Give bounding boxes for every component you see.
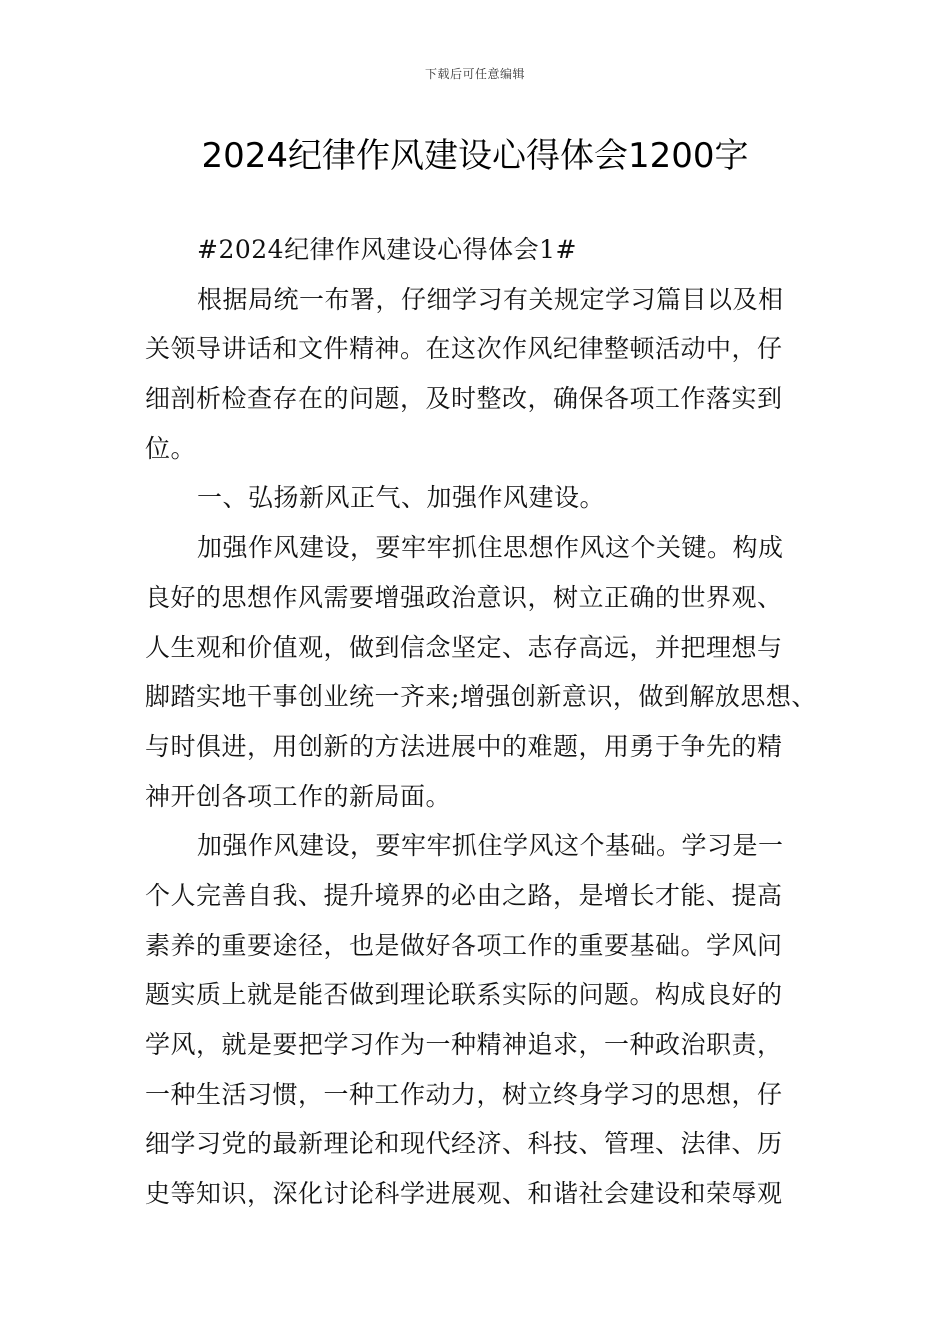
text-line: 神开创各项工作的新局面。 bbox=[145, 781, 452, 811]
text-line: 加强作风建设，要牢牢抓住思想作风这个关键。构成 bbox=[197, 533, 784, 563]
text-line: 细学习党的最新理论和现代经济、科技、管理、法律、历 bbox=[145, 1129, 783, 1159]
download-note: 下载后可任意编辑 bbox=[424, 67, 525, 81]
text-line: 细剖析检查存在的问题，及时整改，确保各项工作落实到 bbox=[145, 384, 783, 414]
text-line: 脚踏实地干事创业统一齐来;增强创新意识，做到解放思想、 bbox=[145, 682, 817, 712]
text-line: 位。 bbox=[145, 433, 197, 463]
text-line: 一种生活习惯，一种工作动力，树立终身学习的思想，仔 bbox=[145, 1079, 783, 1109]
document-title: 2024纪律作风建设心得体会1200字 bbox=[201, 136, 749, 176]
text-line: 一、弘扬新风正气、加强作风建设。 bbox=[197, 483, 606, 513]
text-line: 良好的思想作风需要增强政治意识，树立正确的世界观、 bbox=[145, 582, 783, 612]
text-line: 史等知识，深化讨论科学进展观、和谐社会建设和荣辱观 bbox=[145, 1179, 783, 1209]
text-line: 个人完善自我、提升境界的必由之路，是增长才能、提高 bbox=[145, 880, 783, 910]
text-line: 题实质上就是能否做到理论联系实际的问题。构成良好的 bbox=[145, 980, 783, 1010]
text-line: 根据局统一布署，仔细学习有关规定学习篇目以及相 bbox=[197, 284, 784, 314]
text-line: 人生观和价值观，做到信念坚定、志存高远，并把理想与 bbox=[145, 632, 783, 662]
text-line: 与时俱进，用创新的方法进展中的难题，用勇于争先的精 bbox=[145, 731, 783, 761]
text-line: 学风，就是要把学习作为一种精神追求，一种政治职责， bbox=[145, 1030, 783, 1059]
text-line: 素养的重要途径，也是做好各项工作的重要基础。学风问 bbox=[145, 930, 783, 960]
text-line: 关领导讲话和文件精神。在这次作风纪律整顿活动中，仔 bbox=[145, 334, 783, 364]
text-line: 加强作风建设，要牢牢抓住学风这个基础。学习是一 bbox=[197, 831, 784, 861]
document-body bbox=[145, 230, 817, 1224]
text-line: #2024纪律作风建设心得体会1# bbox=[197, 235, 577, 264]
